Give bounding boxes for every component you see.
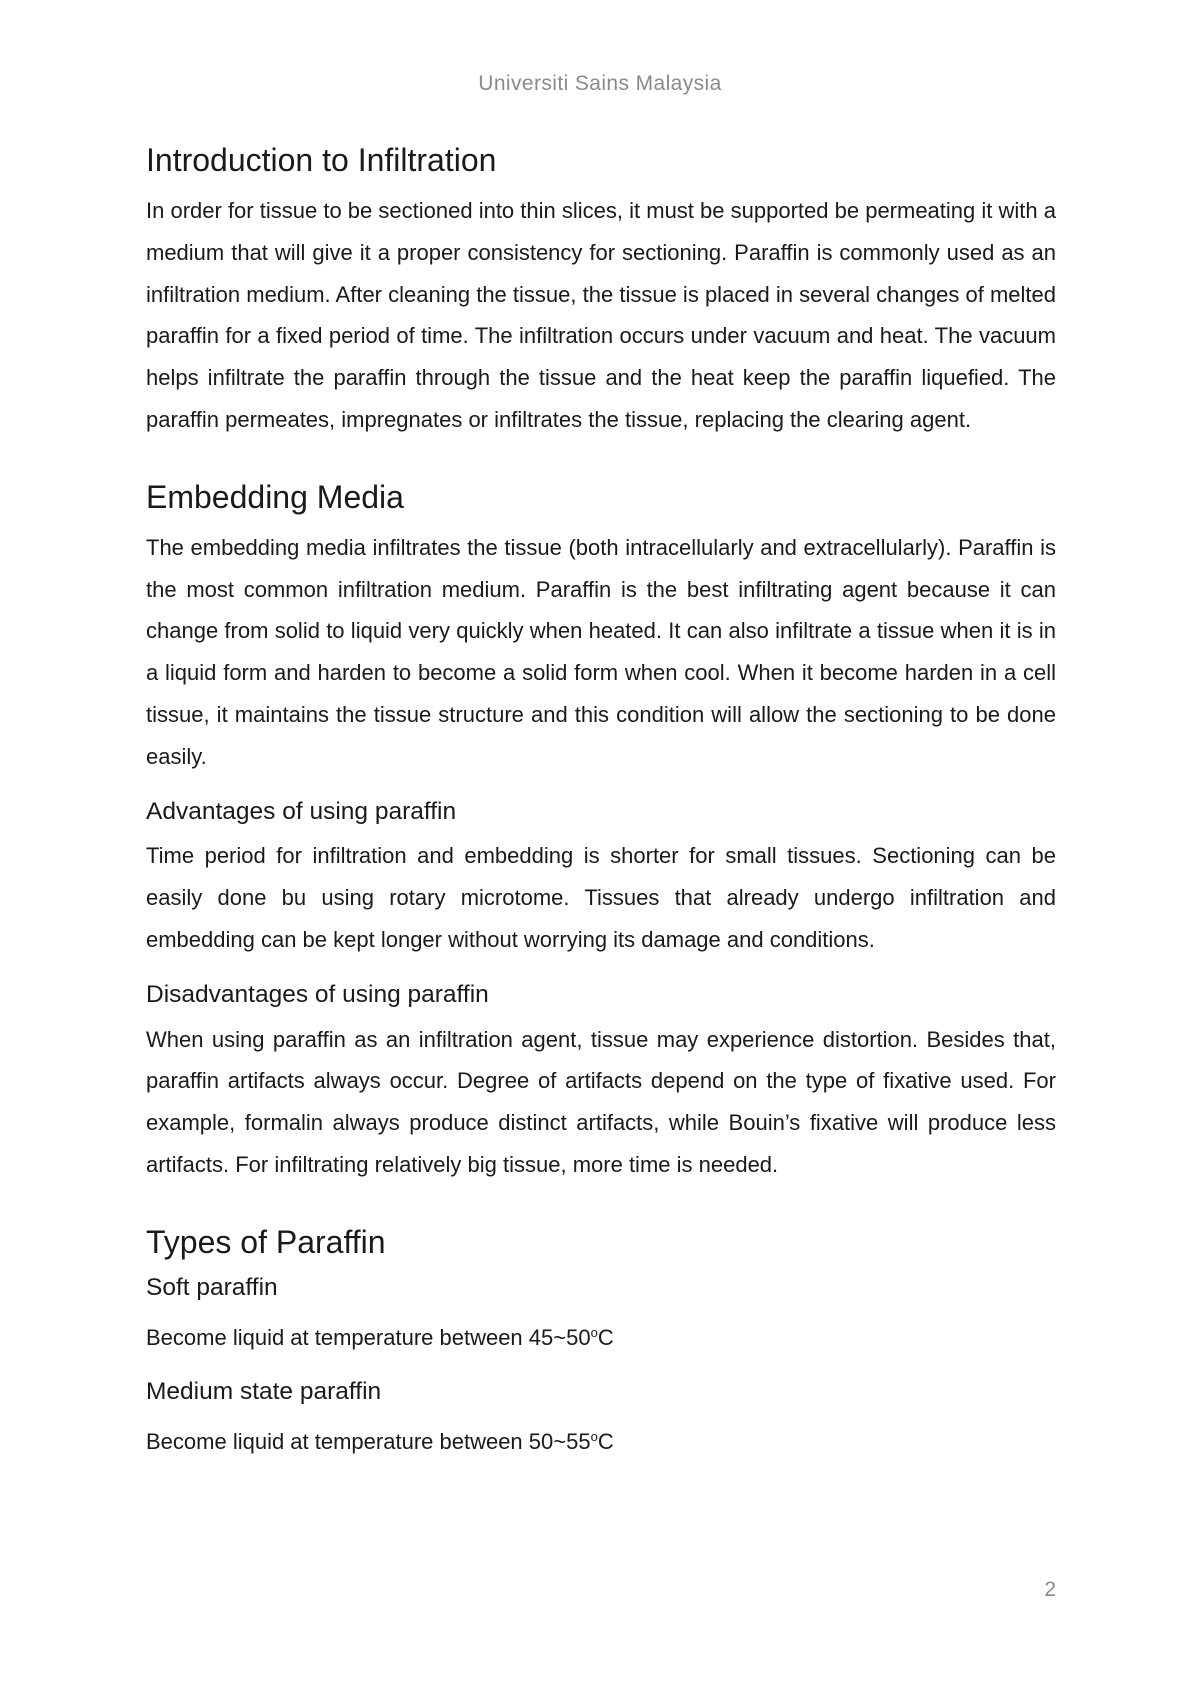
medium-degree-symbol: o [590, 1429, 598, 1445]
subsection-title-advantages: Advantages of using paraffin [146, 797, 457, 825]
medium-temp-unit: C [597, 1429, 614, 1455]
paragraph-advantages: Time period for infiltration and embedding is shorter for small tissues. Sectioning can be easily done bu using rotary microtome. Tissues that already undergo infiltration and embedding can be kept longer without worrying its damage and conditions. [146, 843, 1056, 952]
page-content [146, 140, 1056, 1463]
subsection-advantages [146, 796, 1056, 961]
section-embedding-media [146, 477, 1056, 1186]
soft-degree-symbol: o [590, 1324, 598, 1340]
page-header: Universiti Sains Malaysia [478, 72, 722, 95]
paragraph-embedding: The embedding media infiltrates the tissue (both intracellularly and extracellularly). Paraffin is the most common infiltration medium. Paraffin is the best infiltrating agent because it can change from solid to liquid very quickly when heated. It can also infiltrate a tissue when it is in a liquid form and harden to become a solid form when cool. When it become harden in a cell tissue, it maintains the tissue structure and this condition will allow the sectioning to be done easily. [146, 534, 1056, 769]
section-title-infiltration: Introduction to Infiltration [146, 142, 497, 178]
soft-temp-unit: C [597, 1324, 614, 1350]
subsection-title-disadvantages: Disadvantages of using paraffin [146, 980, 489, 1008]
paragraph-medium [146, 1416, 1056, 1463]
subsection-title-medium: Medium state paraffin [146, 1378, 382, 1406]
paragraph-soft [146, 1312, 1056, 1359]
subsection-title-soft: Soft paraffin [146, 1273, 278, 1301]
medium-temp-text: Become liquid at temperature between 50~55 [146, 1429, 591, 1455]
paragraph-disadvantages: When using paraffin as an infiltration agent, tissue may experience distortion. Besides that, paraffin artifacts always occur. Degree of artifacts depend on the type of fixative used. For example, formalin always produce distinct artifacts, while Bouin’s fixative will produce less artifacts. For infiltrating relatively big tissue, more time is needed. [146, 1026, 1056, 1178]
section-infiltration [146, 140, 1056, 441]
section-title-types: Types of Paraffin [146, 1223, 386, 1260]
subsection-disadvantages [146, 979, 1056, 1186]
paragraph-infiltration: In order for tissue to be sectioned into thin slices, it must be supported be permeating it with a medium that will give it a proper consistency for sectioning. Paraffin is commonly used as an infiltration medium. After cleaning the tissue, the tissue is placed in several changes of melted paraffin for a fixed period of time. The infiltration occurs under vacuum and heat. The vacuum helps infiltrate the paraffin through the tissue and the heat keep the paraffin liquefied. The paraffin permeates, impregnates or infiltrates the tissue, replacing the clearing agent. [146, 198, 1056, 432]
section-title-embedding: Embedding Media [146, 478, 404, 515]
subsection-soft-paraffin [146, 1272, 1056, 1359]
page-number: 2 [1044, 1578, 1056, 1601]
section-types-of-paraffin [146, 1222, 1056, 1463]
subsection-medium-paraffin [146, 1376, 1056, 1463]
soft-temp-text: Become liquid at temperature between 45~50 [146, 1324, 591, 1350]
